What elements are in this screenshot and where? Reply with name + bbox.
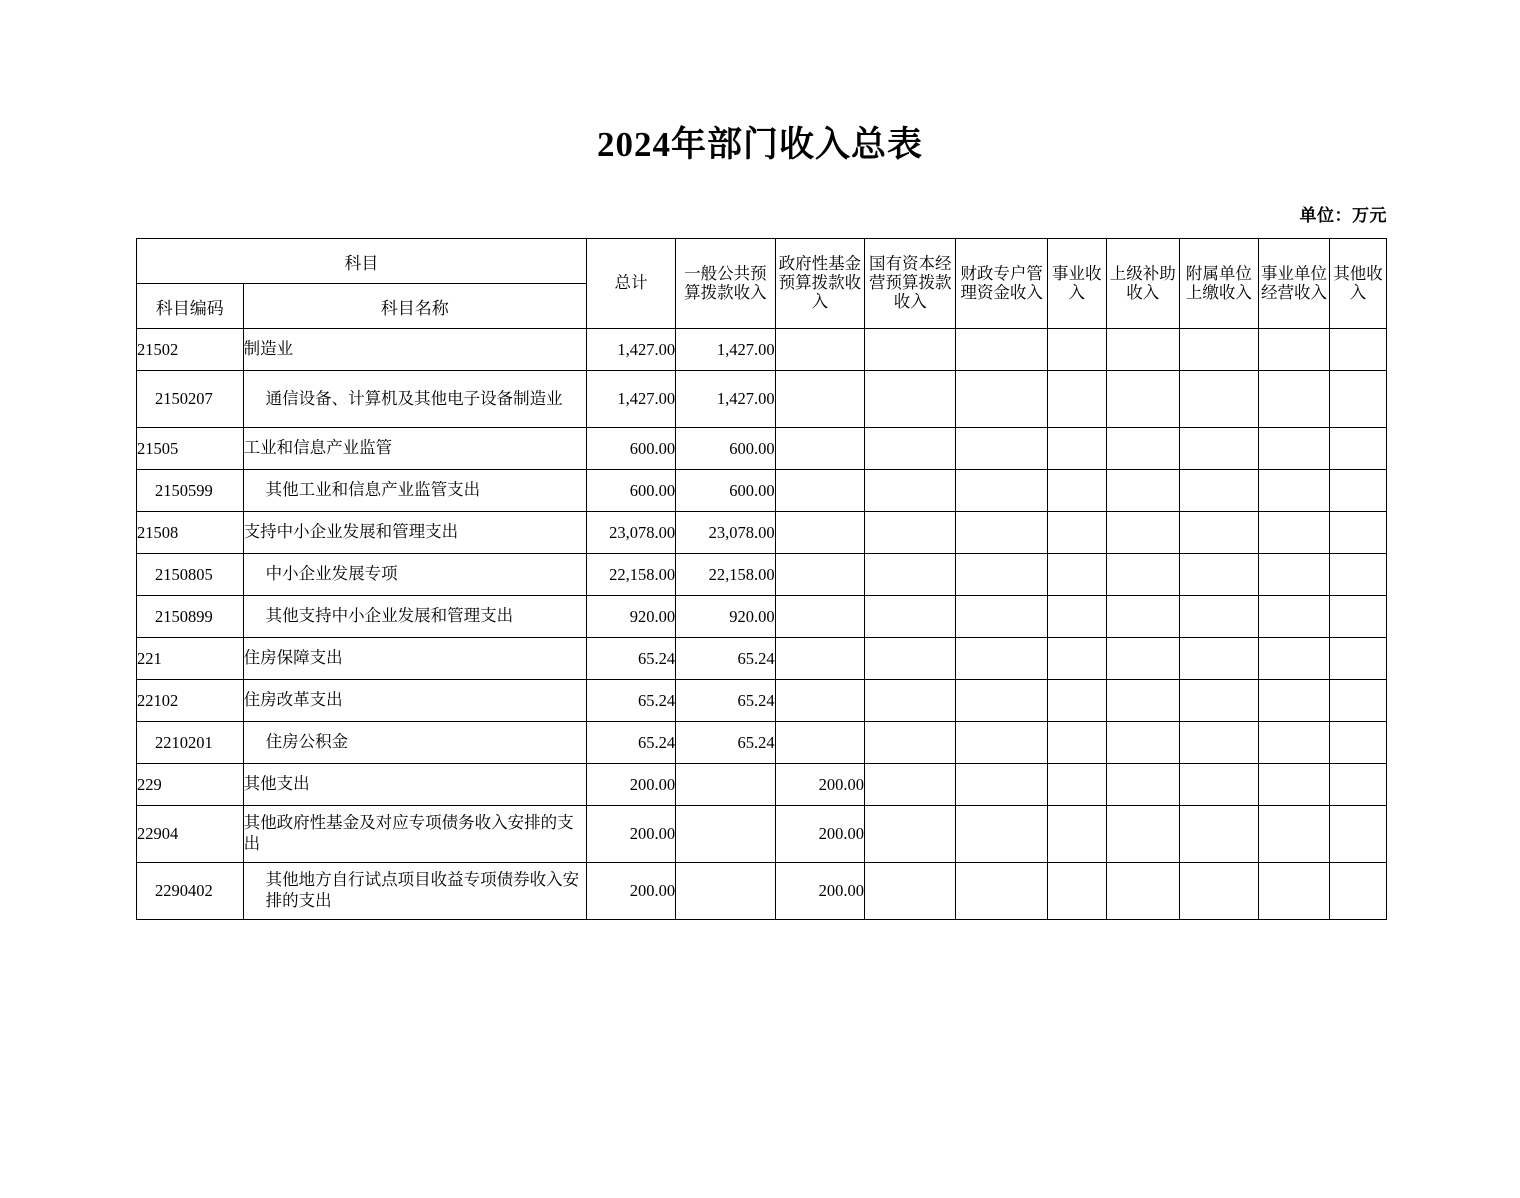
table-row: [137, 638, 1387, 680]
cell-other-income: [1330, 512, 1387, 554]
table-row: [137, 371, 1387, 428]
cell-special-account: [956, 428, 1047, 470]
cell-subject-name: 其他地方自行试点项目收益专项债券收入安排的支出: [243, 863, 586, 920]
cell-subject-name: 工业和信息产业监管: [243, 428, 586, 470]
cell-other-income: [1330, 329, 1387, 371]
cell-institution-income: [1047, 596, 1106, 638]
cell-superior-subsidy: [1106, 371, 1179, 428]
cell-special-account: [956, 806, 1047, 863]
cell-special-account: [956, 371, 1047, 428]
cell-state-capital: [865, 428, 956, 470]
cell-business-income: [1258, 806, 1329, 863]
cell-superior-subsidy: [1106, 596, 1179, 638]
cell-special-account: [956, 722, 1047, 764]
cell-gov-fund: 200.00: [775, 764, 864, 806]
cell-other-income: [1330, 806, 1387, 863]
cell-gov-fund: [775, 329, 864, 371]
cell-subject-code: 2290402: [137, 863, 244, 920]
cell-superior-subsidy: [1106, 764, 1179, 806]
cell-institution-income: [1047, 371, 1106, 428]
cell-subordinate-payment: [1179, 722, 1258, 764]
cell-business-income: [1258, 596, 1329, 638]
cell-general-budget: [676, 764, 776, 806]
page-title: 2024年部门收入总表: [596, 125, 923, 164]
cell-general-budget: 600.00: [676, 470, 776, 512]
table-row: [137, 764, 1387, 806]
cell-state-capital: [865, 722, 956, 764]
cell-general-budget: 65.24: [676, 722, 776, 764]
cell-institution-income: [1047, 680, 1106, 722]
cell-subordinate-payment: [1179, 470, 1258, 512]
cell-superior-subsidy: [1106, 638, 1179, 680]
cell-gov-fund: [775, 512, 864, 554]
cell-institution-income: [1047, 863, 1106, 920]
header-subject-group: 科目: [137, 239, 587, 284]
cell-institution-income: [1047, 806, 1106, 863]
cell-business-income: [1258, 554, 1329, 596]
cell-subordinate-payment: [1179, 638, 1258, 680]
cell-state-capital: [865, 470, 956, 512]
cell-state-capital: [865, 512, 956, 554]
table-row: [137, 329, 1387, 371]
cell-institution-income: [1047, 722, 1106, 764]
cell-business-income: [1258, 722, 1329, 764]
header-col-name: 科目名称: [243, 284, 586, 329]
cell-superior-subsidy: [1106, 470, 1179, 512]
cell-other-income: [1330, 428, 1387, 470]
cell-total: 22,158.00: [586, 554, 675, 596]
cell-subject-code: 2150805: [137, 554, 244, 596]
cell-institution-income: [1047, 638, 1106, 680]
cell-superior-subsidy: [1106, 806, 1179, 863]
cell-total: 200.00: [586, 863, 675, 920]
header-col-business-income: 事业单位经营收入: [1258, 239, 1329, 329]
cell-total: 1,427.00: [586, 371, 675, 428]
cell-special-account: [956, 470, 1047, 512]
cell-other-income: [1330, 764, 1387, 806]
cell-state-capital: [865, 596, 956, 638]
table-row: [137, 512, 1387, 554]
table-row: [137, 554, 1387, 596]
cell-business-income: [1258, 764, 1329, 806]
cell-subordinate-payment: [1179, 680, 1258, 722]
cell-gov-fund: [775, 638, 864, 680]
cell-other-income: [1330, 371, 1387, 428]
table-row: [137, 470, 1387, 512]
budget-table-container: [0, 238, 1520, 920]
cell-total: 600.00: [586, 428, 675, 470]
cell-subject-name: 住房保障支出: [243, 638, 586, 680]
header-col-subordinate-payment: 附属单位上缴收入: [1179, 239, 1258, 329]
cell-business-income: [1258, 329, 1329, 371]
cell-superior-subsidy: [1106, 428, 1179, 470]
cell-subject-code: 2210201: [137, 722, 244, 764]
table-row: [137, 680, 1387, 722]
cell-other-income: [1330, 863, 1387, 920]
cell-total: 600.00: [586, 470, 675, 512]
cell-state-capital: [865, 329, 956, 371]
cell-gov-fund: 200.00: [775, 863, 864, 920]
cell-institution-income: [1047, 512, 1106, 554]
cell-business-income: [1258, 371, 1329, 428]
cell-subject-name: 其他支出: [243, 764, 586, 806]
budget-table: [136, 238, 1387, 920]
cell-subject-name: 通信设备、计算机及其他电子设备制造业: [243, 371, 586, 428]
cell-subordinate-payment: [1179, 554, 1258, 596]
cell-state-capital: [865, 863, 956, 920]
cell-general-budget: 1,427.00: [676, 329, 776, 371]
cell-total: 23,078.00: [586, 512, 675, 554]
cell-institution-income: [1047, 554, 1106, 596]
cell-subject-code: 221: [137, 638, 244, 680]
cell-special-account: [956, 554, 1047, 596]
cell-other-income: [1330, 638, 1387, 680]
cell-gov-fund: [775, 371, 864, 428]
cell-special-account: [956, 512, 1047, 554]
cell-state-capital: [865, 680, 956, 722]
cell-subject-code: 22102: [137, 680, 244, 722]
table-row: [137, 428, 1387, 470]
header-col-state-capital: 国有资本经营预算拨款收入: [865, 239, 956, 329]
cell-business-income: [1258, 512, 1329, 554]
cell-superior-subsidy: [1106, 329, 1179, 371]
cell-gov-fund: [775, 554, 864, 596]
cell-general-budget: 22,158.00: [676, 554, 776, 596]
header-row-1: [137, 239, 1387, 284]
cell-business-income: [1258, 863, 1329, 920]
cell-general-budget: 1,427.00: [676, 371, 776, 428]
cell-subject-name: 其他政府性基金及对应专项债务收入安排的支出: [243, 806, 586, 863]
table-row: [137, 806, 1387, 863]
cell-institution-income: [1047, 764, 1106, 806]
cell-business-income: [1258, 428, 1329, 470]
cell-superior-subsidy: [1106, 554, 1179, 596]
table-row: [137, 863, 1387, 920]
cell-special-account: [956, 863, 1047, 920]
header-col-institution-income: 事业收入: [1047, 239, 1106, 329]
cell-total: 200.00: [586, 806, 675, 863]
cell-subject-code: 22904: [137, 806, 244, 863]
cell-subject-name: 住房改革支出: [243, 680, 586, 722]
cell-special-account: [956, 764, 1047, 806]
cell-general-budget: [676, 806, 776, 863]
cell-gov-fund: [775, 596, 864, 638]
cell-other-income: [1330, 722, 1387, 764]
cell-state-capital: [865, 806, 956, 863]
cell-business-income: [1258, 470, 1329, 512]
header-col-superior-subsidy: 上级补助收入: [1106, 239, 1179, 329]
cell-subject-name: 其他支持中小企业发展和管理支出: [243, 596, 586, 638]
cell-subordinate-payment: [1179, 371, 1258, 428]
cell-subject-name: 中小企业发展专项: [243, 554, 586, 596]
unit-note: 单位：万元: [1299, 206, 1387, 225]
cell-subordinate-payment: [1179, 863, 1258, 920]
cell-institution-income: [1047, 470, 1106, 512]
cell-gov-fund: [775, 722, 864, 764]
cell-subject-code: 2150599: [137, 470, 244, 512]
cell-other-income: [1330, 470, 1387, 512]
cell-special-account: [956, 680, 1047, 722]
table-row: [137, 596, 1387, 638]
cell-general-budget: 23,078.00: [676, 512, 776, 554]
cell-general-budget: 920.00: [676, 596, 776, 638]
header-col-total: 总计: [586, 239, 675, 329]
cell-subject-code: 229: [137, 764, 244, 806]
cell-subject-code: 2150207: [137, 371, 244, 428]
cell-gov-fund: [775, 470, 864, 512]
cell-institution-income: [1047, 428, 1106, 470]
cell-total: 920.00: [586, 596, 675, 638]
cell-subject-code: 21508: [137, 512, 244, 554]
cell-special-account: [956, 596, 1047, 638]
cell-state-capital: [865, 554, 956, 596]
cell-other-income: [1330, 680, 1387, 722]
cell-subject-name: 住房公积金: [243, 722, 586, 764]
cell-other-income: [1330, 554, 1387, 596]
cell-subject-code: 21502: [137, 329, 244, 371]
cell-gov-fund: 200.00: [775, 806, 864, 863]
header-col-other-income: 其他收入: [1330, 239, 1387, 329]
cell-subject-name: 支持中小企业发展和管理支出: [243, 512, 586, 554]
cell-state-capital: [865, 764, 956, 806]
cell-subordinate-payment: [1179, 329, 1258, 371]
cell-superior-subsidy: [1106, 680, 1179, 722]
table-body: [137, 329, 1387, 920]
table-header: [137, 239, 1387, 329]
cell-general-budget: 65.24: [676, 638, 776, 680]
cell-gov-fund: [775, 680, 864, 722]
cell-business-income: [1258, 638, 1329, 680]
cell-business-income: [1258, 680, 1329, 722]
cell-subordinate-payment: [1179, 596, 1258, 638]
cell-superior-subsidy: [1106, 863, 1179, 920]
cell-subordinate-payment: [1179, 764, 1258, 806]
header-col-special-account: 财政专户管理资金收入: [956, 239, 1047, 329]
header-col-code: 科目编码: [137, 284, 244, 329]
header-col-gov-fund: 政府性基金预算拨款收入: [775, 239, 864, 329]
cell-special-account: [956, 329, 1047, 371]
cell-subject-code: 21505: [137, 428, 244, 470]
cell-total: 65.24: [586, 722, 675, 764]
cell-special-account: [956, 638, 1047, 680]
cell-superior-subsidy: [1106, 722, 1179, 764]
cell-total: 65.24: [586, 638, 675, 680]
cell-general-budget: 600.00: [676, 428, 776, 470]
cell-general-budget: 65.24: [676, 680, 776, 722]
cell-other-income: [1330, 596, 1387, 638]
cell-total: 200.00: [586, 764, 675, 806]
cell-state-capital: [865, 371, 956, 428]
cell-general-budget: [676, 863, 776, 920]
cell-subject-name: 其他工业和信息产业监管支出: [243, 470, 586, 512]
cell-subordinate-payment: [1179, 428, 1258, 470]
header-col-general-budget: 一般公共预算拨款收入: [676, 239, 776, 329]
cell-subordinate-payment: [1179, 806, 1258, 863]
cell-gov-fund: [775, 428, 864, 470]
cell-total: 65.24: [586, 680, 675, 722]
document-page: [0, 124, 1520, 1198]
cell-total: 1,427.00: [586, 329, 675, 371]
cell-subordinate-payment: [1179, 512, 1258, 554]
cell-subject-name: 制造业: [243, 329, 586, 371]
cell-state-capital: [865, 638, 956, 680]
cell-superior-subsidy: [1106, 512, 1179, 554]
cell-institution-income: [1047, 329, 1106, 371]
cell-subject-code: 2150899: [137, 596, 244, 638]
table-row: [137, 722, 1387, 764]
